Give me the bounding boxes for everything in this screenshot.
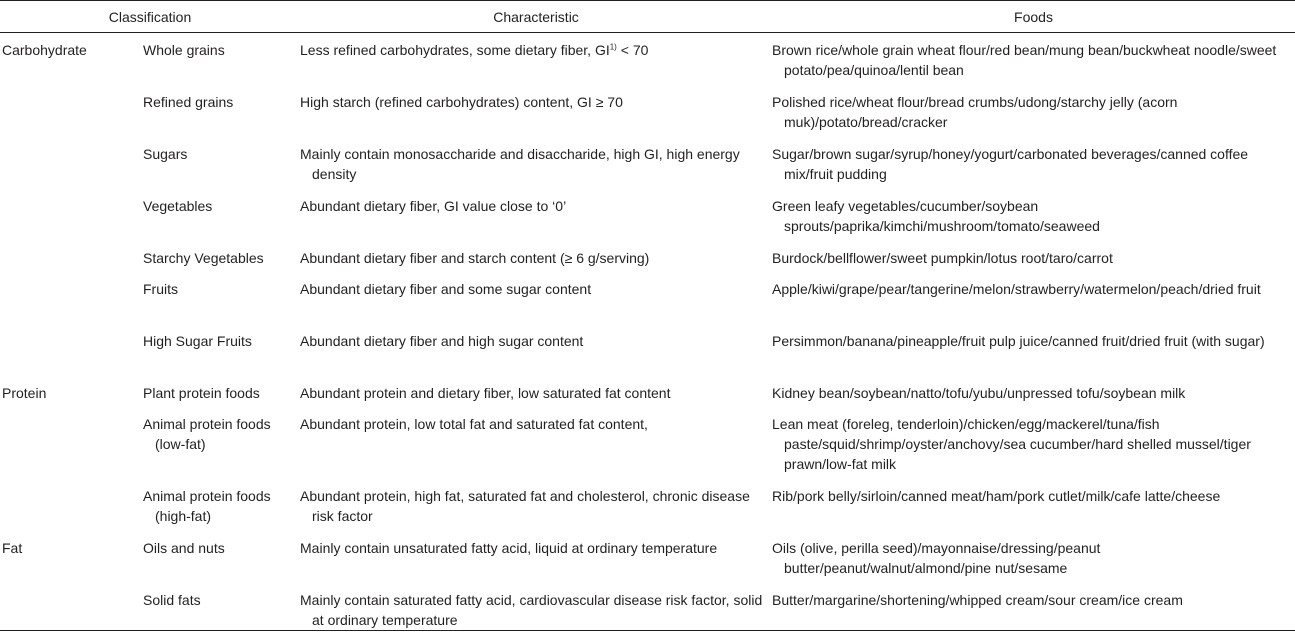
characteristic-post: < 70 <box>616 42 649 58</box>
characteristic-pre: Less refined carbohydrates, some dietary fiber, GI <box>300 42 610 58</box>
foods-cell <box>772 583 1295 631</box>
subcategory-label: Refined grains <box>143 93 234 110</box>
characteristic-text: Abundant dietary fiber and high sugar content <box>300 332 584 349</box>
table-row <box>0 137 1295 189</box>
characteristic-cell <box>300 324 772 376</box>
category-cell <box>0 241 143 272</box>
subcategory-label: Starchy Vegetables <box>143 249 264 266</box>
subcategory-cell <box>143 241 300 272</box>
characteristic-text: Abundant dietary fiber, GI value close to ‘0’ <box>300 197 567 214</box>
table-row <box>0 583 1295 631</box>
characteristic-cell <box>300 583 772 631</box>
foods-text: Polished rice/wheat flour/bread crumbs/udong/starchy jelly (acorn muk)/potato/bread/cracker <box>772 93 1178 130</box>
table-row <box>0 324 1295 376</box>
characteristic-text: Mainly contain unsaturated fatty acid, liquid at ordinary temperature <box>300 539 718 556</box>
table-row <box>0 241 1295 272</box>
foods-cell <box>772 324 1295 376</box>
characteristic-text: Mainly contain monosaccharide and disaccharide, high GI, high energy density <box>300 145 740 182</box>
subcategory-label: Vegetables <box>143 197 213 214</box>
characteristic-text: Abundant protein, low total fat and saturated fat content, <box>300 415 648 432</box>
foods-cell <box>772 376 1295 407</box>
foods-cell <box>772 272 1295 324</box>
subcategory-label: Sugars <box>143 145 188 162</box>
category-label: Carbohydrate <box>2 42 87 58</box>
foods-text: Oils (olive, perilla seed)/mayonnaise/dressing/peanut butter/peanut/walnut/almond/pine nut/sesame <box>772 539 1101 576</box>
characteristic-cell <box>300 479 772 531</box>
characteristic-cell <box>300 531 772 583</box>
characteristic-text: Abundant dietary fiber and starch content (≥ 6 g/serving) <box>300 249 650 266</box>
header-classification: Classification <box>108 8 192 25</box>
characteristic-cell <box>300 241 772 272</box>
foods-text: Burdock/bellflower/sweet pumpkin/lotus root/taro/carrot <box>772 249 1113 266</box>
subcategory-cell <box>143 324 300 376</box>
subcategory-label: Solid fats <box>143 591 201 608</box>
characteristic-text: High starch (refined carbohydrates) content, GI ≥ 70 <box>300 93 623 110</box>
subcategory-cell <box>143 479 300 531</box>
category-cell <box>0 407 143 479</box>
foods-text: Sugar/brown sugar/syrup/honey/yogurt/carbonated beverages/canned coffee mix/fruit pudding <box>772 145 1249 182</box>
characteristic-cell <box>300 272 772 324</box>
characteristic-cell <box>300 137 772 189</box>
characteristic-cell <box>300 85 772 137</box>
subcategory-label: Whole grains <box>143 42 225 58</box>
characteristic-text <box>300 40 772 60</box>
table-row <box>0 407 1295 479</box>
foods-text: Apple/kiwi/grape/pear/tangerine/melon/strawberry/watermelon/peach/dried fruit <box>772 280 1261 297</box>
table-row <box>0 376 1295 407</box>
foods-text: Green leafy vegetables/cucumber/soybean sprouts/paprika/kimchi/mushroom/tomato/seaweed <box>772 197 1100 234</box>
characteristic-text: Mainly contain saturated fatty acid, cardiovascular disease risk factor, solid at ordinary temperature <box>300 591 763 628</box>
category-cell <box>0 189 143 241</box>
foods-cell <box>772 137 1295 189</box>
characteristic-text: Abundant protein and dietary fiber, low saturated fat content <box>300 384 671 401</box>
category-cell <box>0 583 143 631</box>
foods-text: Butter/margarine/shortening/whipped cream/sour cream/ice cream <box>772 591 1183 608</box>
header-foods: Foods <box>1014 8 1053 25</box>
category-cell <box>0 272 143 324</box>
characteristic-text: Abundant protein, high fat, saturated fat and cholesterol, chronic disease risk factor <box>300 487 750 524</box>
category-cell <box>0 376 143 407</box>
footnote-marker: 1) <box>609 42 617 52</box>
foods-cell <box>772 241 1295 272</box>
foods-text: Brown rice/whole grain wheat flour/red bean/mung bean/buckwheat noodle/sweet potato/pea/quinoa/lentil bean <box>772 42 1277 78</box>
category-cell <box>0 33 143 85</box>
table-row <box>0 85 1295 137</box>
table-header <box>0 1 1295 33</box>
table-row <box>0 531 1295 583</box>
subcategory-label: Oils and nuts <box>143 539 225 556</box>
category-cell <box>0 531 143 583</box>
subcategory-label: High Sugar Fruits <box>143 332 252 349</box>
category-cell <box>0 137 143 189</box>
characteristic-cell <box>300 376 772 407</box>
table-row <box>0 189 1295 241</box>
category-label: Protein <box>2 384 47 401</box>
subcategory-cell <box>143 376 300 407</box>
subcategory-cell <box>143 272 300 324</box>
category-label: Fat <box>2 539 23 556</box>
characteristic-cell <box>300 189 772 241</box>
subcategory-cell <box>143 137 300 189</box>
foods-cell <box>772 407 1295 479</box>
subcategory-label: Plant protein foods <box>143 384 260 401</box>
foods-cell <box>772 85 1295 137</box>
subcategory-cell <box>143 531 300 583</box>
subcategory-label: Fruits <box>143 280 178 297</box>
subcategory-label: Animal protein foods (low-fat) <box>143 415 271 452</box>
subcategory-cell <box>143 583 300 631</box>
category-cell <box>0 479 143 531</box>
subcategory-cell <box>143 85 300 137</box>
subcategory-cell <box>143 407 300 479</box>
foods-text: Rib/pork belly/sirloin/canned meat/ham/pork cutlet/milk/cafe latte/cheese <box>772 487 1221 504</box>
foods-cell <box>772 531 1295 583</box>
foods-cell <box>772 479 1295 531</box>
table-body <box>0 33 1295 631</box>
header-characteristic: Characteristic <box>493 8 579 25</box>
subcategory-cell <box>143 33 300 85</box>
foods-cell <box>772 33 1295 85</box>
foods-text: Kidney bean/soybean/natto/tofu/yubu/unpressed tofu/soybean milk <box>772 384 1186 401</box>
table-row <box>0 272 1295 324</box>
table-row <box>0 479 1295 531</box>
subcategory-label: Animal protein foods (high-fat) <box>143 487 271 524</box>
foods-text: Lean meat (foreleg, tenderloin)/chicken/egg/mackerel/tuna/fish paste/squid/shrimp/oyster/anchovy/sea cucumber/hard shelled mussel/tiger prawn/low-fat milk <box>772 415 1251 472</box>
category-cell <box>0 85 143 137</box>
characteristic-cell <box>300 407 772 479</box>
foods-cell <box>772 189 1295 241</box>
characteristic-text: Abundant dietary fiber and some sugar content <box>300 280 592 297</box>
characteristic-cell <box>300 33 772 85</box>
foods-text: Persimmon/banana/pineapple/fruit pulp juice/canned fruit/dried fruit (with sugar) <box>772 332 1265 349</box>
subcategory-cell <box>143 189 300 241</box>
category-cell <box>0 324 143 376</box>
table-row <box>0 33 1295 85</box>
